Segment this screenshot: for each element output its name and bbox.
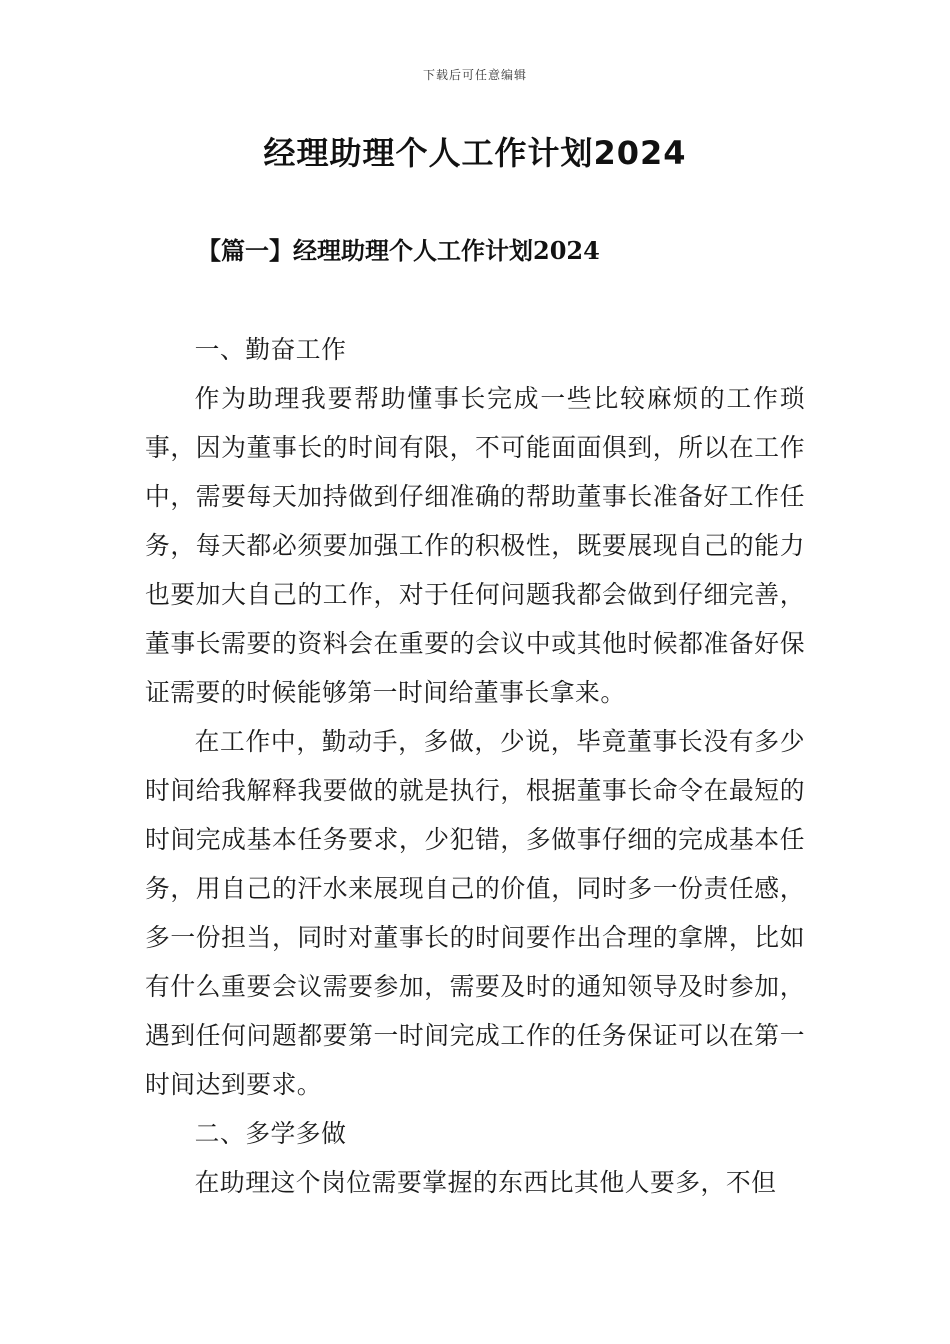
document-body [145,325,805,1207]
section-heading-2: 二、多学多做 [194,1119,347,1148]
header-note: 下载后可任意编辑 [422,68,527,82]
document-subtitle: 【篇一】经理助理个人工作计划2024 [197,236,600,265]
document-title: 经理助理个人工作计划2024 [263,134,687,172]
paragraph-3: 在助理这个岗位需要掌握的东西比其他人要多，不但 [194,1168,777,1197]
paragraph-2: 在工作中，勤动手，多做，少说，毕竟董事长没有多少时间给我解释我要做的就是执行，根据董事长命令在最短的时间完成基本任务要求，少犯错，多做事仔细的完成基本任务，用自己的汗水来展现自己的价值，同时多一份责任感，多一份担当，同时对董事长的时间要作出合理的拿牌，比如有什么重要会议需要参加，需要及时的通知领导及时参加，遇到任何问题都要第一时间完成工作的任务保证可以在第一时间达到要求。 [145,727,805,1099]
section-heading-1: 一、勤奋工作 [194,335,347,364]
paragraph-1: 作为助理我要帮助懂事长完成一些比较麻烦的工作琐事，因为董事长的时间有限，不可能面面俱到，所以在工作中，需要每天加持做到仔细准确的帮助董事长准备好工作任务，每天都必须要加强工作的积极性，既要展现自己的能力也要加大自己的工作，对于任何问题我都会做到仔细完善，董事长需要的资料会在重要的会议中或其他时候都准备好保证需要的时候能够第一时间给董事长拿来。 [145,384,805,707]
